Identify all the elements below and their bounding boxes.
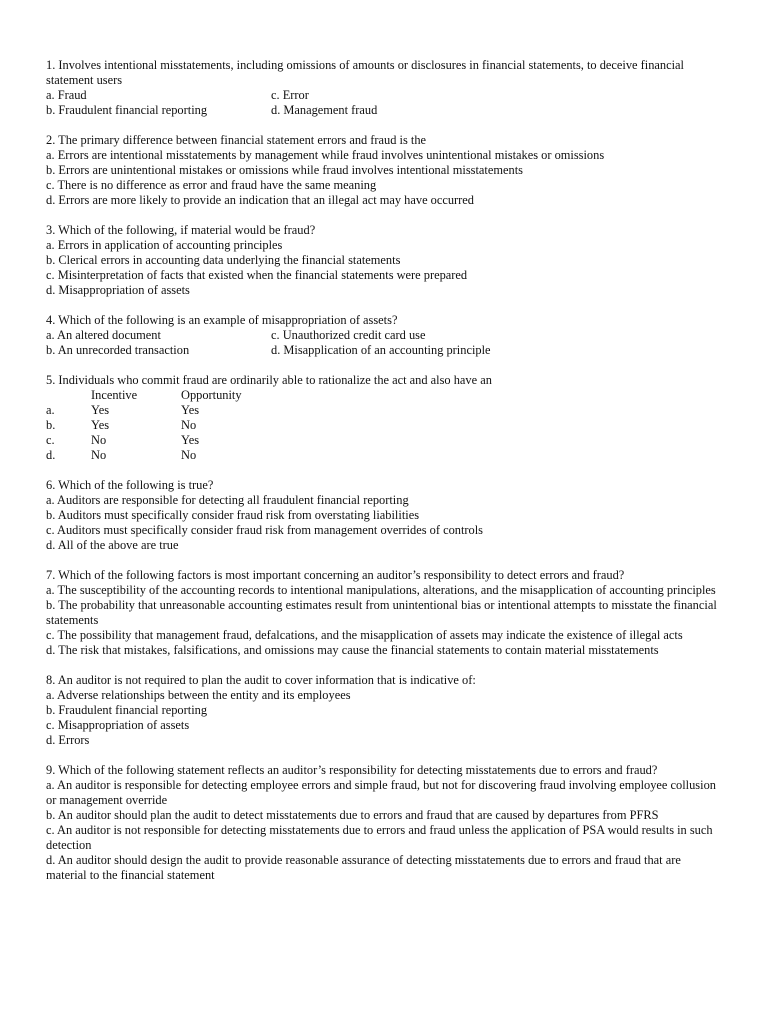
option-d: d. Misapplication of an accounting principle — [271, 343, 491, 357]
option-d: d. Management fraud — [271, 103, 378, 117]
question-stem: 8. An auditor is not required to plan the audit to cover information that is indicative of: — [46, 673, 476, 687]
document-page — [46, 58, 718, 898]
question-stem: 4. Which of the following is an example of misappropriation of assets? — [46, 313, 398, 327]
option-d: d. Errors are more likely to provide an indication that an illegal act may have occurred — [46, 193, 474, 207]
option-c: c. Unauthorized credit card use — [271, 328, 426, 342]
question-stem: 2. The primary difference between financial statement errors and fraud is the — [46, 133, 427, 147]
incentive-value: No — [91, 448, 107, 462]
question-5 — [46, 373, 718, 463]
table-row — [46, 418, 718, 433]
option-a: a. Adverse relationships between the entity and its employees — [46, 688, 351, 702]
option-a: a. An auditor is responsible for detecting employee errors and simple fraud, but not for discovering fraud involving employee collusion or management override — [46, 778, 716, 807]
question-stem: 9. Which of the following statement reflects an auditor’s responsibility for detecting misstatements due to errors and fraud? — [46, 763, 658, 777]
opportunity-value: Yes — [181, 433, 200, 447]
question-7 — [46, 568, 718, 658]
opportunity-value: No — [181, 418, 197, 432]
option-b: b. Auditors must specifically consider fraud risk from overstating liabilities — [46, 508, 420, 522]
option-d: d. An auditor should design the audit to provide reasonable assurance of detecting misstatements due to errors and fraud that are material to the financial statement — [46, 853, 681, 882]
option-c: c. Misinterpretation of facts that existed when the financial statements were prepared — [46, 268, 468, 282]
option-a: a. An altered document — [46, 328, 161, 342]
row-letter: a. — [46, 403, 55, 417]
option-row — [46, 343, 718, 358]
question-stem: 5. Individuals who commit fraud are ordinarily able to rationalize the act and also have an — [46, 373, 492, 387]
question-stem: 6. Which of the following is true? — [46, 478, 214, 492]
opportunity-value: No — [181, 448, 197, 462]
option-b: b. Clerical errors in accounting data underlying the financial statements — [46, 253, 401, 267]
opportunity-value: Yes — [181, 403, 200, 417]
option-row — [46, 328, 718, 343]
option-c: c. Error — [271, 88, 309, 102]
row-letter: c. — [46, 433, 55, 447]
question-8 — [46, 673, 718, 748]
option-b: b. Errors are unintentional mistakes or omissions while fraud involves intentional misstatements — [46, 163, 523, 177]
question-3 — [46, 223, 718, 298]
question-1 — [46, 58, 718, 118]
row-letter: d. — [46, 448, 56, 462]
table-row — [46, 448, 718, 463]
option-c: c. Auditors must specifically consider fraud risk from management overrides of controls — [46, 523, 483, 537]
incentive-value: No — [91, 433, 107, 447]
question-stem: 3. Which of the following, if material would be fraud? — [46, 223, 316, 237]
option-a: a. Errors are intentional misstatements by management while fraud involves unintentional mistakes or omissions — [46, 148, 605, 162]
option-d: d. Misappropriation of assets — [46, 283, 190, 297]
option-c: c. Misappropriation of assets — [46, 718, 190, 732]
question-4 — [46, 313, 718, 358]
header-opportunity: Opportunity — [181, 388, 242, 402]
question-stem: 1. Involves intentional misstatements, including omissions of amounts or disclosures in financial statements, to deceive financial statement users — [46, 58, 684, 87]
question-stem: 7. Which of the following factors is most important concerning an auditor’s responsibility to detect errors and fraud? — [46, 568, 625, 582]
option-b: b. Fraudulent financial reporting — [46, 703, 208, 717]
question-6 — [46, 478, 718, 553]
option-b: b. Fraudulent financial reporting — [46, 103, 208, 117]
table-row — [46, 403, 718, 418]
option-c: c. The possibility that management fraud, defalcations, and the misapplication of assets may indicate the existence of illegal acts — [46, 628, 683, 642]
option-b: b. The probability that unreasonable accounting estimates result from unintentional bias or intentional attempts to misstate the financial statements — [46, 598, 717, 627]
option-b: b. An unrecorded transaction — [46, 343, 190, 357]
question-9 — [46, 763, 718, 883]
table-row — [46, 433, 718, 448]
option-a: a. Errors in application of accounting principles — [46, 238, 283, 252]
incentive-value: Yes — [91, 418, 110, 432]
option-d: d. Errors — [46, 733, 90, 747]
header-incentive: Incentive — [91, 388, 138, 402]
option-d: d. All of the above are true — [46, 538, 179, 552]
option-a: a. Fraud — [46, 88, 87, 102]
incentive-value: Yes — [91, 403, 110, 417]
option-d: d. The risk that mistakes, falsifications, and omissions may cause the financial statements to contain material misstatements — [46, 643, 659, 657]
option-c: c. An auditor is not responsible for detecting misstatements due to errors and fraud unless the application of PSA would results in such detection — [46, 823, 713, 852]
question-2 — [46, 133, 718, 208]
option-a: a. The susceptibility of the accounting records to intentional manipulations, alterations, and the misapplication of accounting principles — [46, 583, 716, 597]
table-header — [46, 388, 718, 403]
row-letter: b. — [46, 418, 56, 432]
option-row — [46, 88, 718, 103]
option-row — [46, 103, 718, 118]
option-a: a. Auditors are responsible for detecting all fraudulent financial reporting — [46, 493, 409, 507]
option-b: b. An auditor should plan the audit to detect misstatements due to errors and fraud that are caused by departures from PFRS — [46, 808, 659, 822]
option-c: c. There is no difference as error and fraud have the same meaning — [46, 178, 377, 192]
